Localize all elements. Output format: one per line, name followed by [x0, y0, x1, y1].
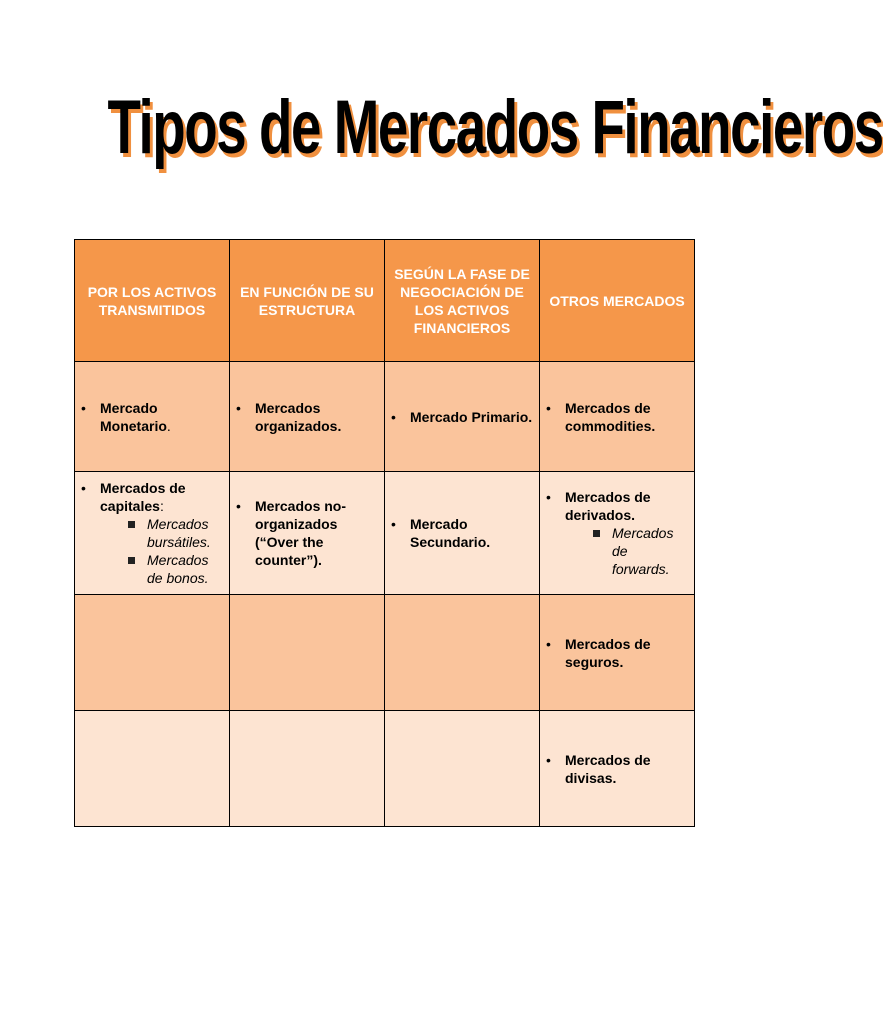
markets-table — [74, 239, 695, 827]
table-cell — [230, 711, 385, 827]
square-bullet-icon — [128, 557, 135, 564]
bullet-list — [385, 515, 539, 551]
square-bullet-icon — [593, 530, 600, 537]
square-bullet-icon — [128, 521, 135, 528]
bullet-icon: • — [546, 635, 551, 652]
sub-list-item-text: Mercados de forwards. — [612, 525, 674, 577]
header-cell: POR LOS ACTIVOS TRANSMITIDOS — [75, 240, 230, 362]
table-row — [75, 362, 695, 472]
bullet-list — [75, 479, 229, 587]
table-cell — [75, 472, 230, 595]
bullet-list — [230, 399, 384, 435]
table-row — [75, 711, 695, 827]
bullet-icon: • — [391, 516, 396, 532]
list-item — [546, 488, 688, 578]
bullet-list — [540, 635, 694, 671]
sub-list-item-text: Mercados bursátiles. — [147, 516, 211, 550]
table-cell — [540, 711, 695, 827]
list-item — [546, 635, 688, 671]
header-cell: OTROS MERCADOS — [540, 240, 695, 362]
list-item-text: Mercados de divisas. — [565, 751, 651, 786]
list-item — [391, 515, 533, 551]
list-item — [546, 751, 688, 787]
table-cell — [75, 362, 230, 472]
bullet-icon: • — [236, 498, 241, 514]
table-row — [75, 595, 695, 711]
sub-list — [565, 524, 688, 578]
table-cell — [75, 711, 230, 827]
list-item-text: Mercados de commodities. — [565, 399, 656, 434]
sub-list — [100, 515, 223, 587]
header-cell: SEGÚN LA FASE DE NEGOCIACIÓN DE LOS ACTIVOS FINANCIEROS — [385, 240, 540, 362]
list-item-text: Mercado Primario. — [410, 408, 533, 425]
list-item-punct: . — [166, 417, 171, 434]
bullet-list — [75, 399, 229, 435]
table-cell — [385, 362, 540, 472]
table-cell — [75, 595, 230, 711]
table-cell — [230, 362, 385, 472]
list-item — [236, 399, 378, 435]
sub-list-item — [612, 524, 688, 578]
bullet-list — [385, 408, 539, 426]
bullet-icon: • — [81, 399, 86, 416]
bullet-icon: • — [391, 408, 396, 425]
table-cell — [385, 711, 540, 827]
bullet-icon: • — [546, 489, 551, 505]
page-title: Tipos de Mercados Financieros — [107, 85, 883, 170]
bullet-icon: • — [236, 399, 241, 416]
table-cell — [540, 472, 695, 595]
table-cell — [230, 595, 385, 711]
table-cell — [540, 595, 695, 711]
bullet-list — [230, 497, 384, 569]
list-item-text: Mercados organizados. — [255, 399, 342, 434]
table-cell — [385, 595, 540, 711]
sub-list-item-text: Mercados de bonos. — [147, 552, 209, 586]
table-cell — [230, 472, 385, 595]
list-item-text: Mercado Monetario — [100, 399, 167, 434]
table-cell — [540, 362, 695, 472]
header-cell: EN FUNCIÓN DE SU ESTRUCTURA — [230, 240, 385, 362]
table-header-row — [75, 240, 695, 362]
bullet-icon: • — [546, 399, 551, 416]
bullet-icon: • — [81, 480, 86, 496]
table-row — [75, 472, 695, 595]
bullet-list — [540, 751, 694, 787]
list-item-text: Mercados no-organizados (“Over the counter”). — [255, 498, 347, 568]
list-item — [236, 497, 378, 569]
list-item — [81, 399, 223, 435]
list-item-text: Mercado Secundario. — [410, 516, 491, 550]
list-item-text: Mercados de seguros. — [565, 635, 651, 670]
list-item — [391, 408, 533, 426]
table-cell — [385, 472, 540, 595]
sub-list-item — [147, 551, 223, 587]
list-item-punct: : — [159, 498, 164, 514]
bullet-list — [540, 399, 694, 435]
list-item-text: Mercados de capitales — [100, 480, 186, 514]
list-item — [81, 479, 223, 587]
bullet-icon: • — [546, 751, 551, 768]
sub-list-item — [147, 515, 223, 551]
bullet-list — [540, 488, 694, 578]
list-item-text: Mercados de derivados. — [565, 489, 651, 523]
list-item — [546, 399, 688, 435]
